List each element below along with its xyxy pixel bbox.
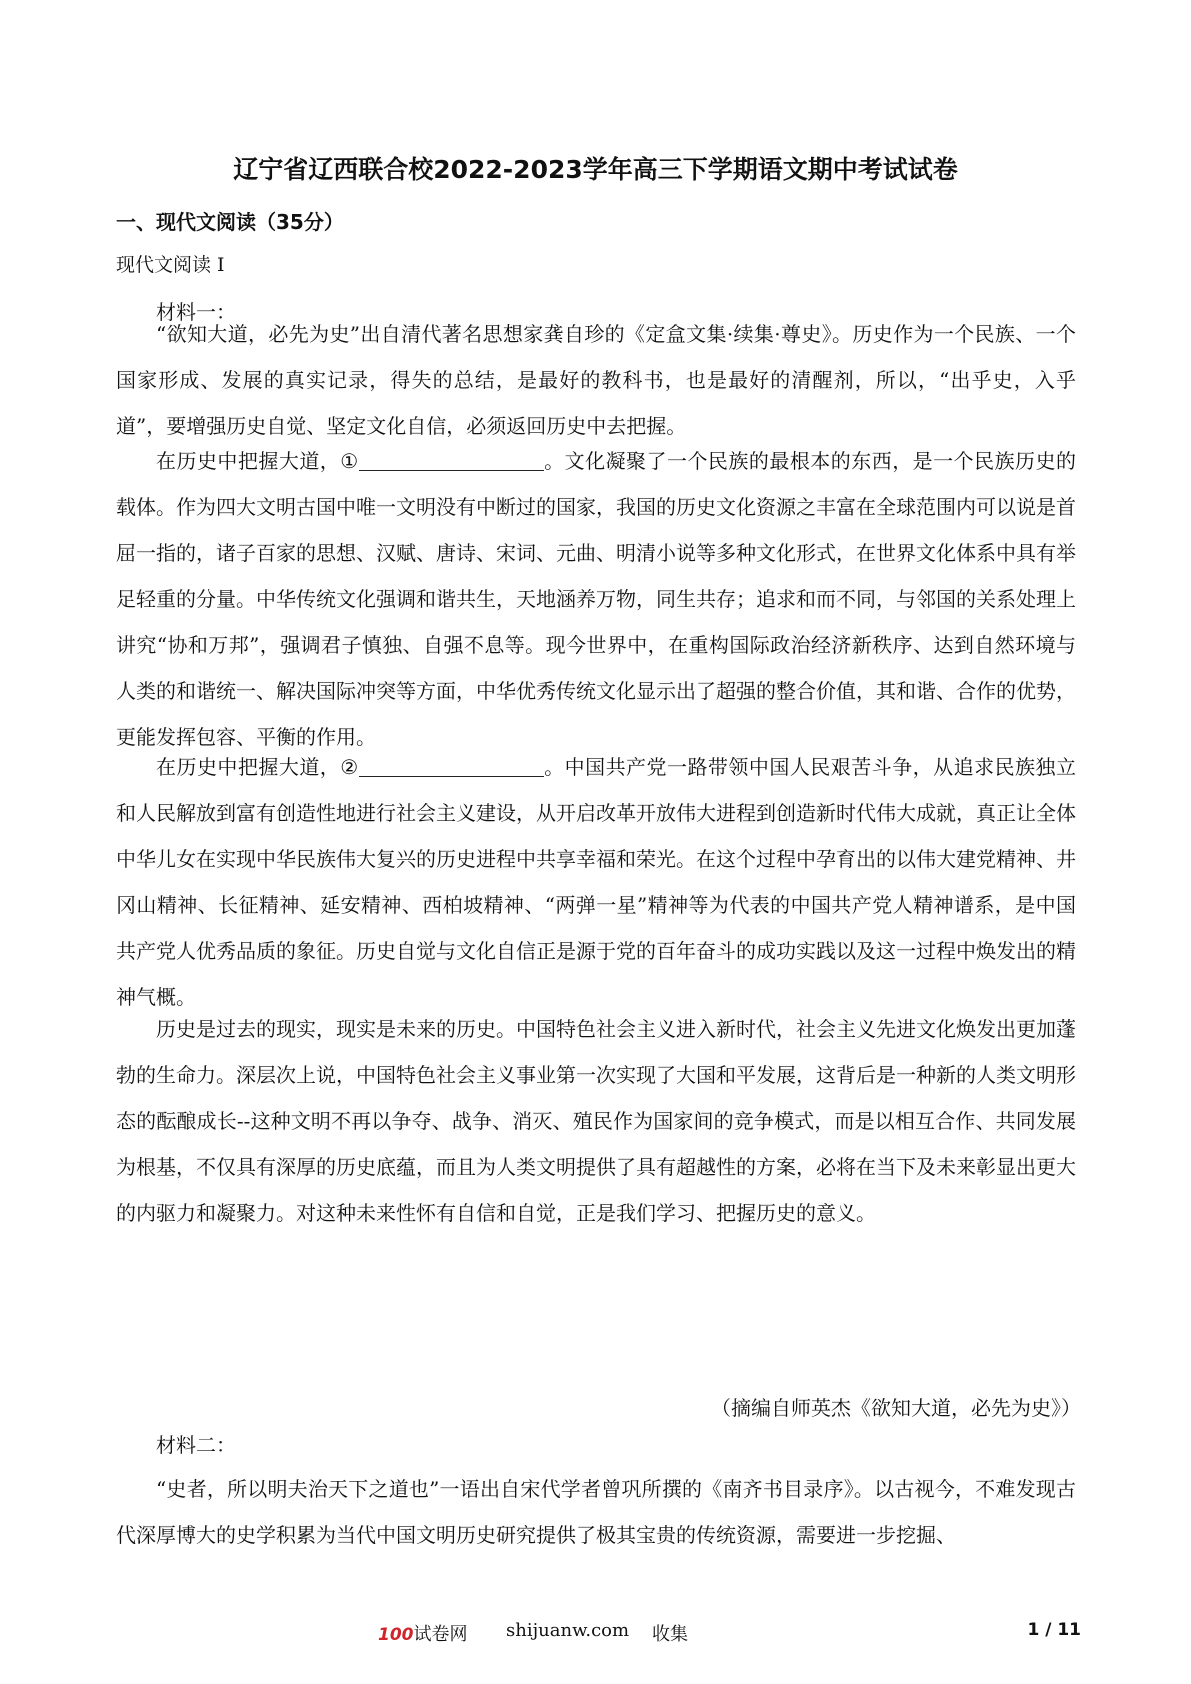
paragraph-2-body: 。文化凝聚了一个民族的最根本的东西，是一个民族历史的载体。作为四大文明古国中唯一文明没有中断过的国家，我国的历史文化资源之丰富在全球范围内可以说是首屈一指的，诸子百家的思想、汉赋、唐诗、宋词、元曲、明清小说等多种文化形式，在世界文化体系中具有举足轻重的分量。中华传统文化强调和谐共生，天地涵养万物，同生共存；追求和而不同，与邻国的关系处理上讲究“协和万邦”，强调君子慎独、自强不息等。现今世界中，在重构国际政治经济新秩序、达到自然环境与人类的和谐统一、解决国际冲突等方面，中华优秀传统文化显示出了超强的整合价值，其和谐、合作的优势，更能发挥包容、平衡的作用。 — [116, 449, 1076, 749]
footer-brand — [378, 1620, 468, 1646]
page-number: 1 / 11 — [1027, 1620, 1081, 1640]
site-logo-icon: 100 — [378, 1625, 414, 1645]
footer-site-link[interactable]: shijuanw.com — [506, 1620, 630, 1641]
footer-brand-name: 试卷网 — [413, 1624, 468, 1645]
paragraph-3 — [116, 744, 1076, 1020]
source-citation: （摘编自师英杰《欲知大道，必先为史》） — [711, 1396, 1081, 1420]
paragraph-4: 历史是过去的现实，现实是未来的历史。中国特色社会主义进入新时代，社会主义先进文化焕发出更加蓬勃的生命力。深层次上说，中国特色社会主义事业第一次实现了大国和平发展，这背后是一种新的人类文明形态的酝酿成长--这种文明不再以争夺、战争、消灭、殖民作为国家间的竞争模式，而是以相互合作、共同发展为根基，不仅具有深厚的历史底蕴，而且为人类文明提供了具有超越性的方案，必将在当下及未来彰显出更大的内驱力和凝聚力。对这种未来性怀有自信和自觉，正是我们学习、把握历史的意义。 — [116, 1017, 1076, 1225]
paragraph-3-body: 。中国共产党一路带领中国人民艰苦斗争，从追求民族独立和人民解放到富有创造性地进行社会主义建设，从开启改革开放伟大进程到创造新时代伟大成就，真正让全体中华儿女在实现中华民族伟大复兴的历史进程中共享幸福和荣光。在这个过程中孕育出的以伟大建党精神、井冈山精神、长征精神、延安精神、西柏坡精神、“两弹一星”精神等为代表的中国共产党人精神谱系，是中国共产党人优秀品质的象征。历史自觉与文化自信正是源于党的百年奋斗的成功实践以及这一过程中焕发出的精神气概。 — [116, 755, 1076, 1009]
document-title: 辽宁省辽西联合校2022-2023学年高三下学期语文期中考试试卷 — [233, 155, 958, 184]
paragraph-2 — [116, 438, 1076, 760]
answer-blank-1 — [359, 448, 544, 471]
section-heading: 一、现代文阅读（35分） — [116, 210, 344, 234]
page-footer — [0, 1620, 1191, 1650]
reading-subheading: 现代文阅读 I — [116, 254, 225, 276]
paragraph-5: “史者，所以明夫治天下之道也”一语出自宋代学者曾巩所撰的《南齐书目录序》。以古视今，不难发现古代深厚博大的史学积累为当代中国文明历史研究提供了极其宝贵的传统资源，需要进一步挖掘、 — [116, 1477, 1076, 1547]
footer-collect: 收集 — [652, 1624, 688, 1645]
material-two-label: 材料二： — [156, 1433, 236, 1457]
paragraph-2-lead: 在历史中把握大道， — [156, 449, 341, 473]
blank-marker-2: ② — [340, 755, 359, 779]
paragraph-3-lead: 在历史中把握大道， — [156, 755, 341, 779]
material-one-label: 材料一： — [156, 300, 236, 324]
paragraph-1: “欲知大道，必先为史”出自清代著名思想家龚自珍的《定盒文集·续集·尊史》。历史作为一个民族、一个国家形成、发展的真实记录，得失的总结，是最好的教科书，也是最好的清醒剂，所以，“出乎史，入乎道”，要增强历史自觉、坚定文化自信，必须返回历史中去把握。 — [116, 322, 1076, 438]
blank-marker-1: ① — [340, 449, 359, 473]
answer-blank-2 — [359, 754, 544, 777]
